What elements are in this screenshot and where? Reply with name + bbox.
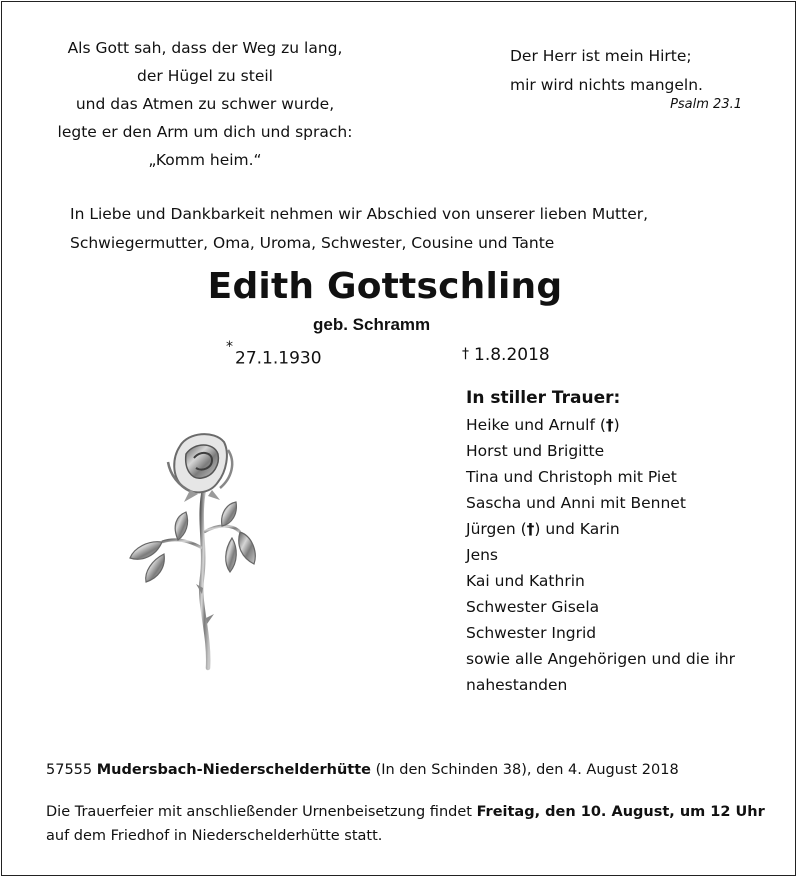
mourners-heading: In stiller Trauer: <box>466 388 621 408</box>
mourner-entry: nahestanden <box>466 676 568 694</box>
poem-line: „Komm heim.“ <box>148 151 262 169</box>
birth-name: geb. Schramm <box>313 315 431 334</box>
mourner-text: Jürgen ( <box>466 520 527 538</box>
poem <box>30 34 380 174</box>
birth-date-value: 27.1.1930 <box>235 348 322 369</box>
poem-line: Als Gott sah, dass der Weg zu lang, <box>67 39 343 57</box>
verse-line: Der Herr ist mein Hirte; <box>510 47 692 65</box>
mourner-entry: Kai und Kathrin <box>466 572 585 590</box>
cross-symbol: † <box>526 520 535 538</box>
address-rest: (In den Schinden 38), den 4. August 2018 <box>370 762 679 778</box>
ceremony-text: Die Trauerfeier mit anschließender Urnenbeisetzung findet <box>46 804 477 820</box>
death-date-value: 1.8.2018 <box>474 345 550 365</box>
intro-line: Schwiegermutter, Oma, Uroma, Schwester, Cousine und Tante <box>70 234 555 252</box>
death-symbol: † <box>462 346 469 362</box>
cross-symbol: † <box>605 416 614 434</box>
town: Mudersbach-Niederschelderhütte <box>96 762 371 778</box>
poem-line: der Hügel zu steil <box>137 67 273 85</box>
mourners-list <box>466 386 735 698</box>
ceremony-line: auf dem Friedhof in Niederschelderhütte statt. <box>46 828 383 844</box>
mourner-entry: Horst und Brigitte <box>466 442 605 460</box>
mourner-entry: Sascha und Anni mit Bennet <box>466 494 686 512</box>
mourner-entry: sowie alle Angehörigen und die ihr <box>466 650 736 668</box>
mourner-entry: Jens <box>466 546 499 564</box>
poem-line: legte er den Arm um dich und sprach: <box>57 123 353 141</box>
deceased-name: Edith Gottschling <box>207 266 563 307</box>
ceremony-info <box>46 800 765 848</box>
address-line <box>46 758 679 782</box>
intro-line: In Liebe und Dankbarkeit nehmen wir Abschied von unserer lieben Mutter, <box>70 205 649 223</box>
bible-verse <box>510 42 742 114</box>
mourner-entry <box>466 516 735 542</box>
rose-icon <box>128 428 258 673</box>
ceremony-datetime: Freitag, den 10. August, um 12 Uhr <box>476 804 765 820</box>
mourner-entry: Schwester Gisela <box>466 598 600 616</box>
mourner-text: Heike und Arnulf ( <box>466 416 606 434</box>
mourner-entry: Schwester Ingrid <box>466 624 597 642</box>
mourner-text: ) und Karin <box>534 520 620 538</box>
poem-line: und das Atmen zu schwer wurde, <box>75 95 335 113</box>
postcode: 57555 <box>46 762 93 778</box>
verse-reference: Psalm 23.1 <box>670 97 742 112</box>
mourner-entry <box>466 412 735 438</box>
death-date <box>462 345 550 365</box>
birth-date <box>226 339 322 369</box>
birth-symbol: * <box>226 339 233 355</box>
verse-line: mir wird nichts mangeln. <box>510 76 703 94</box>
mourner-text: ) <box>613 416 620 434</box>
mourner-entry: Tina und Christoph mit Piet <box>466 468 677 486</box>
intro-text <box>70 200 648 258</box>
ceremony-line <box>46 800 765 824</box>
